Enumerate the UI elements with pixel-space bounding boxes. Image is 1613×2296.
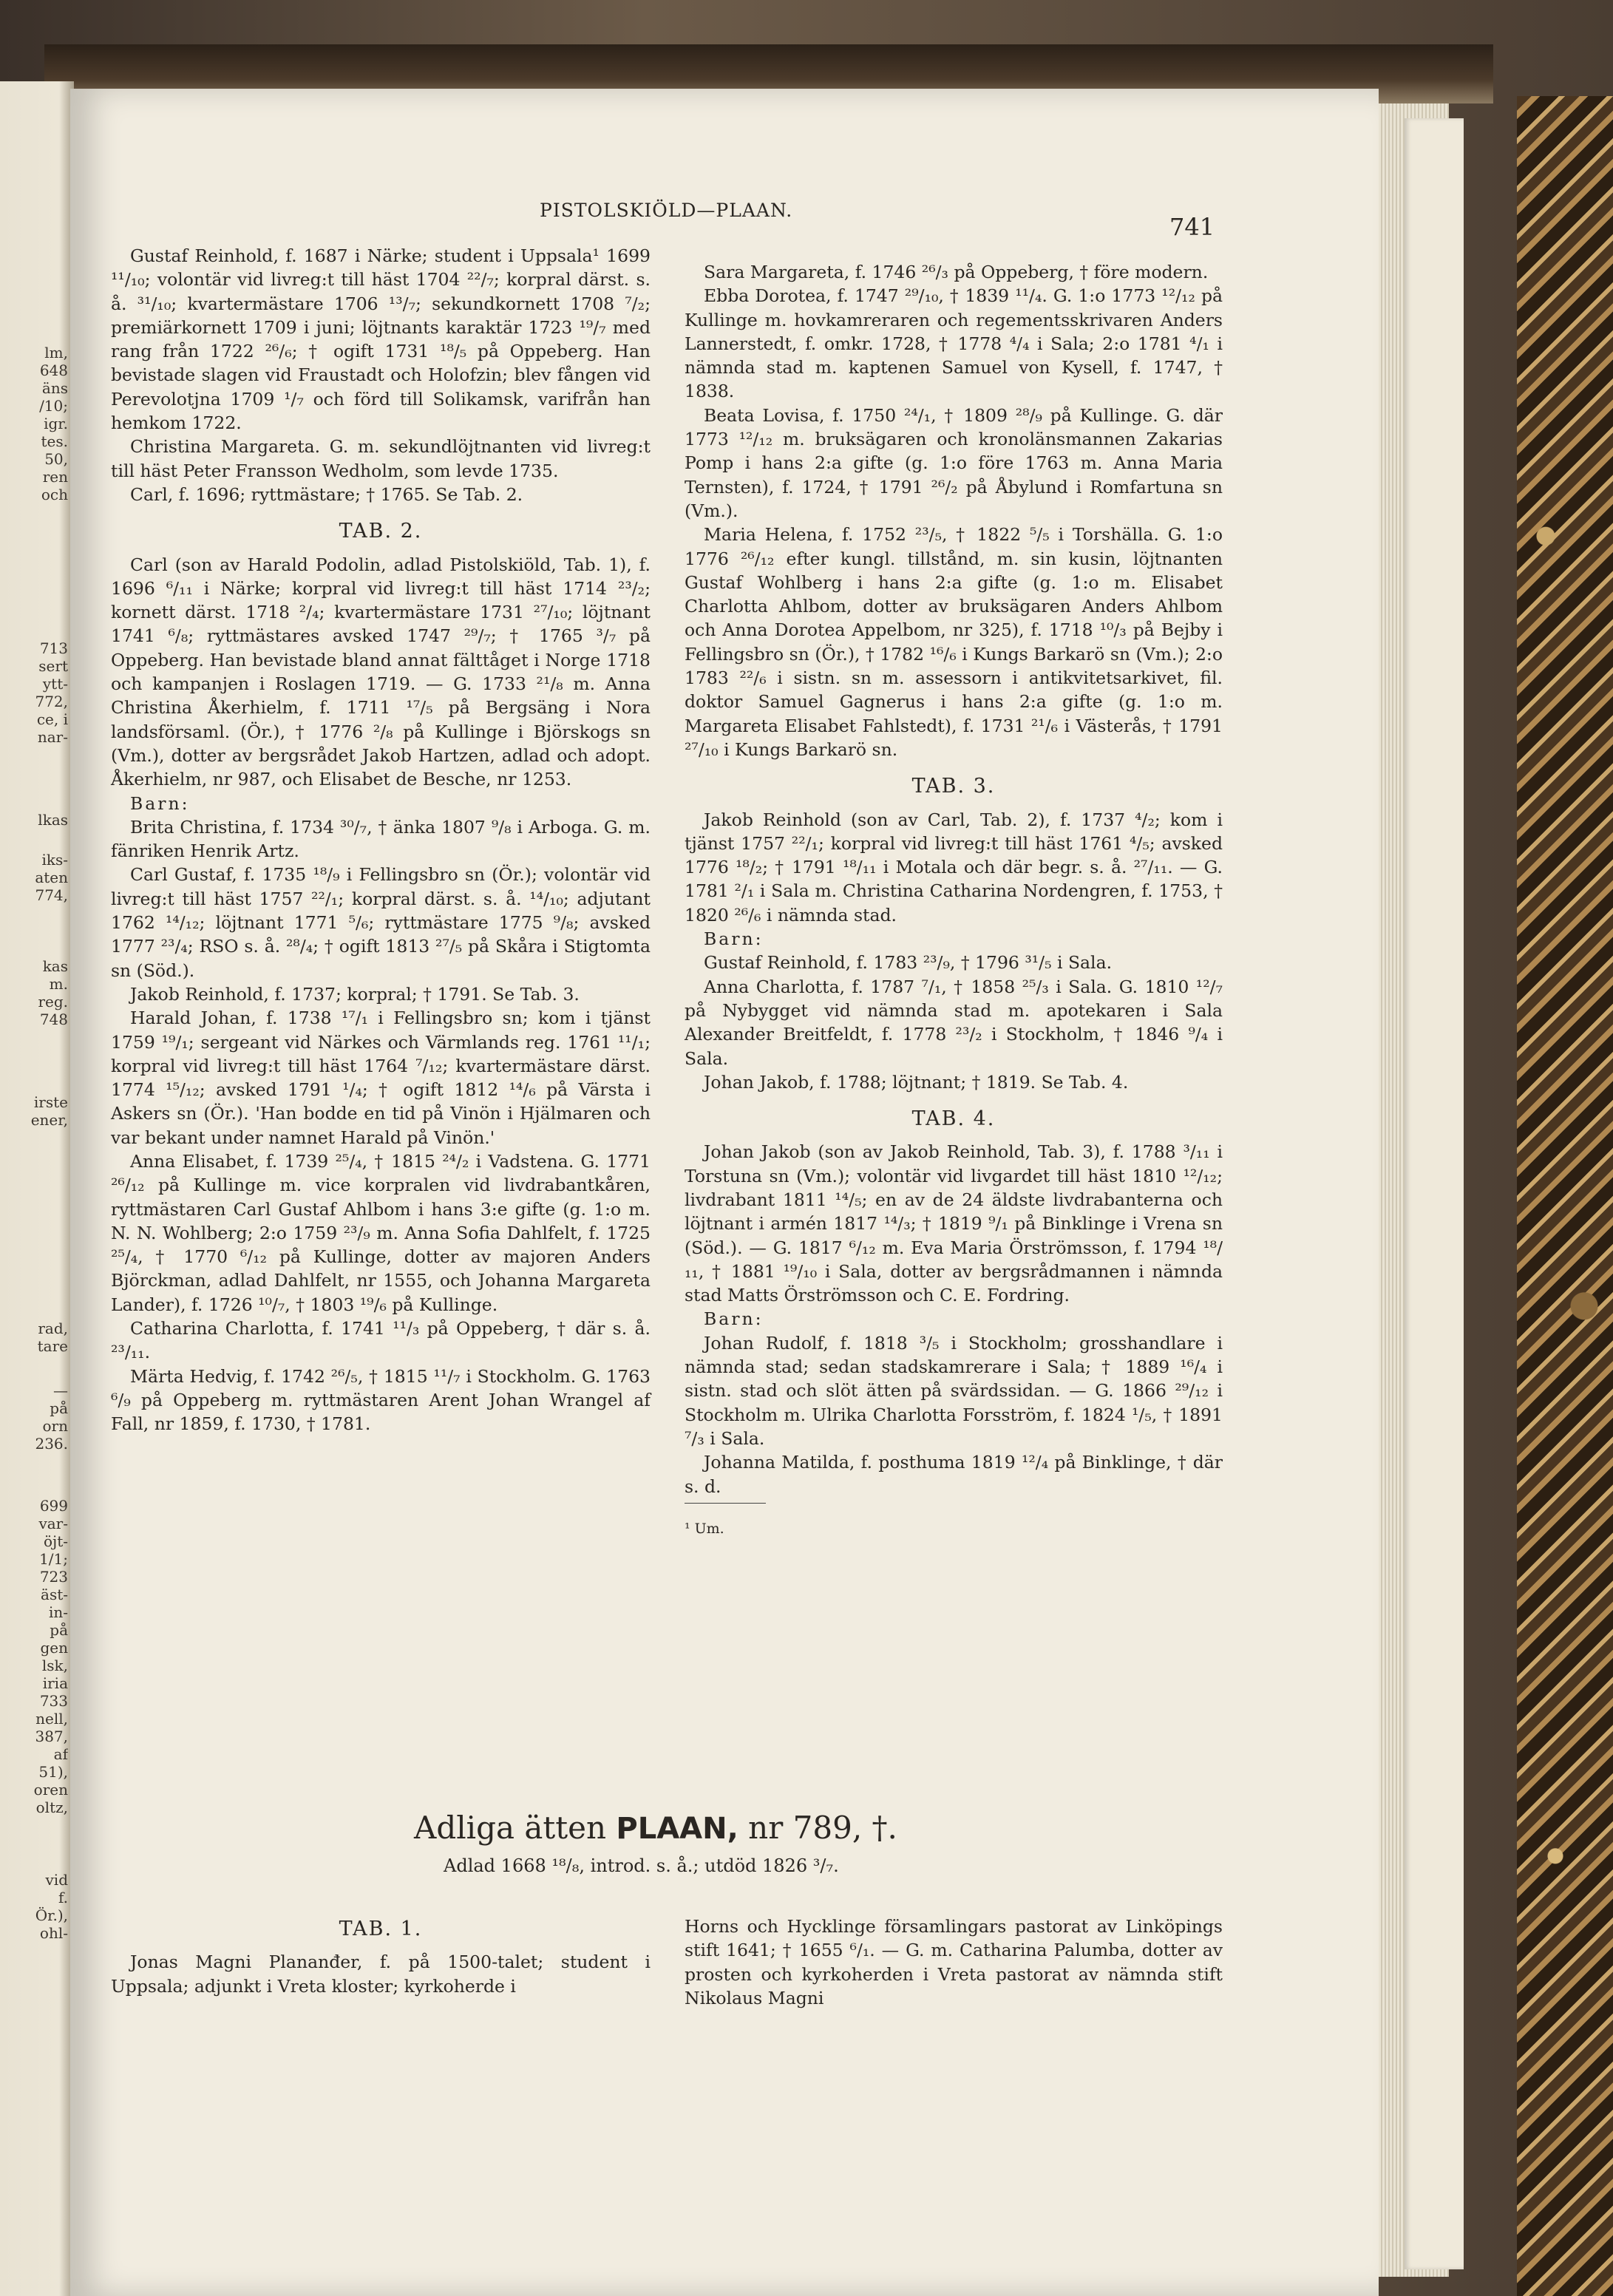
entry-paragraph: Christina Margareta. G. m. sekundlöjtnanten vid livreg:t till häst Peter Fransson Wedholm, som levde 1735. [111, 436, 651, 481]
facing-page [0, 81, 74, 2296]
children-heading: Barn: [704, 928, 764, 950]
facing-page-fragment: 713 [39, 639, 68, 657]
facing-page-fragment: irste [33, 1093, 68, 1111]
facing-page-fragment: igr. [44, 415, 68, 432]
marbled-cover [1517, 96, 1613, 2296]
facing-page-fragment: nar- [37, 728, 68, 746]
facing-page-fragment: 236. [35, 1435, 68, 1453]
entry-paragraph: Sara Margareta, f. 1746 ²⁶/₃ på Oppeberg, † före modern. [704, 262, 1209, 282]
entry-paragraph: Jakob Reinhold (son av Carl, Tab. 2), f. 1737 ⁴/₂; kom i tjänst 1757 ²²/₁; korpral vid livreg:t till häst 1761 ⁴/₅; avsked 1776 ¹⁸/₂; † 1791 ¹⁸/₁₁ i Motala och där begr. s. å. ²⁷/₁₁. — G. 1781 ²/₁ i Sala m. Christina Catharina Nordengren, f. 1753, † 1820 ²⁶/₆ i nämnda stad. [685, 809, 1223, 925]
facing-page-fragment: ohl- [39, 1924, 68, 1942]
facing-page-fragment: rad, [38, 1319, 68, 1337]
entry-paragraph: Maria Helena, f. 1752 ²³/₅, † 1822 ⁵/₅ i Torshälla. G. 1:o 1776 ²⁶/₁₂ efter kungl. tillstånd, m. sin kusin, löjtnanten Gustaf Wohlberg i hans 2:a gifte (g. 1:o m. Elisabet Charlotta Ahlbom, dotter av bruksägaren Anders Ahlbom och Anna Dorotea Appelbom, nr 325), f. 1718 ¹⁰/₃ på Bejby i Fellingsbro sn (Ör.), † 1782 ¹⁶/₆ i Kungs Barkarö sn (Vm.); 2:o 1783 ²²/₆ i sistn. sn m. assessorn i antikvitetsarkivet, fil. doktor Samuel Gagnerus i hans 2:a gifte (g. 1:o m. Margareta Elisabet Fahlstedt), f. 1731 ²¹/₆ i Västerås, † 1791 ²⁷/₁₀ i Kungs Barkarö sn. [685, 524, 1223, 760]
table-heading: TAB. 3. [911, 775, 996, 798]
entry-paragraph: Brita Christina, f. 1734 ³⁰/₇, † änka 1807 ⁹/₈ i Arboga. G. m. fänriken Henrik Artz. [111, 816, 651, 862]
facing-page-fragment: sert [38, 657, 68, 675]
footnote-rule [685, 1503, 766, 1504]
column-left [111, 244, 651, 1436]
facing-page-fragment: var- [38, 1515, 68, 1532]
facing-page-fragment: 699 [39, 1497, 68, 1515]
entry-paragraph: Horns och Hycklinge församlingars pastorat av Linköpings stift 1641; † 1655 ⁶/₁. — G. m. Catharina Palumba, dotter av prosten och kyrkoherden i Vreta pastorat av nämnda stift Nikolaus Magni [685, 1916, 1223, 2008]
facing-page-fragment: — [53, 1382, 68, 1399]
facing-page-fragment: lm, [44, 344, 68, 361]
facing-page-fragment: ener, [30, 1111, 68, 1129]
facing-page-fragment: tes. [41, 432, 68, 450]
children-heading: Barn: [130, 792, 190, 814]
entry-paragraph: Märta Hedvig, f. 1742 ²⁶/₅, † 1815 ¹¹/₇ i Stockholm. G. 1763 ⁶/₉ på Oppeberg m. ryttmästaren Arent Johan Wrangel af Fall, nr 1859, f. 1730, † 1781. [111, 1365, 651, 1435]
facing-page-fragment: äns [41, 379, 68, 397]
running-title: PISTOLSKIÖLD—PLAAN. [540, 200, 793, 221]
entry-paragraph: Ebba Dorotea, f. 1747 ²⁹/₁₀, † 1839 ¹¹/₄. G. 1:o 1773 ¹²/₁₂ på Kullinge m. hovkamreraren och regementsskrivaren Anders Lannerstedt, f. omkr. 1728, † 1778 ⁴/₄ i Sala; 2:o 1781 ⁴/₁ i nämnda stad m. kaptenen Samuel von Kysell, f. 1747, † 1838. [685, 285, 1223, 402]
facing-page-fragment: och [41, 486, 68, 503]
facing-page-fragment: 723 [39, 1568, 68, 1586]
entry-paragraph: Gustaf Reinhold, f. 1687 i Närke; student i Uppsala¹ 1699 ¹¹/₁₀; volontär vid livreg:t till häst 1704 ²²/₇; korpral därst. s. å. ³¹/₁₀; kvartermästare 1706 ¹³/₇; sekundkornett 1708 ⁷/₂; premiärkornett 1709 i juni; löjtnants karaktär 1723 ¹⁹/₇ med rang från 1722 ²⁶/₆; † ogift 1731 ¹⁸/₅ på Oppeberg. Han bevistade slagen vid Fraustadt och Holofzin; blev fången vid Perevolotjna 1709 ¹/₇ och förd till Solikamsk, varifrån han hemkom 1722. [111, 245, 651, 434]
facing-page-fragment: in- [48, 1603, 68, 1621]
column-bottom-right [685, 1915, 1223, 2010]
facing-page-fragment: af [53, 1745, 68, 1763]
facing-page-fragment: /10; [39, 397, 68, 415]
facing-page-fragment: gen [40, 1639, 68, 1657]
table-heading: TAB. 1. [339, 1918, 423, 1940]
entry-paragraph: Carl (son av Harald Podolin, adlad Pistolskiöld, Tab. 1), f. 1696 ⁶/₁₁ i Närke; korpral vid livreg:t till häst 1714 ²³/₂; kornett därst. 1718 ²/₄; kvartermästare 1731 ²⁷/₁₀; löjtnant 1741 ⁶/₈; ryttmästares avsked 1747 ²⁹/₇; † 1765 ³/₇ på Oppeberg. Han bevistade bland annat fälttåget i Norge 1718 och kampanjen i Roslagen 1719. — G. 1733 ²¹/₈ m. Anna Christina Åkerhielm, f. 1711 ¹⁷/₅ på Bergsäng i Nora landsförsaml. (Ör.), † 1776 ²/₈ på Kullinge i Björskogs sn (Vm.), dotter av bergsrådet Jakob Hartzen, adlad och adopt. Åkerhielm, nr 987, och Elisabet de Besche, nr 1253. [111, 554, 651, 790]
entry-paragraph: Carl, f. 1696; ryttmästare; † 1765. Se Tab. 2. [130, 483, 523, 505]
section-title [414, 1810, 897, 1846]
facing-page-fragment: iks- [41, 851, 68, 869]
entry-paragraph: Anna Charlotta, f. 1787 ⁷/₁, † 1858 ²⁵/₃ i Sala. G. 1810 ¹²/₇ på Nybygget vid nämnda stad m. apotekaren i Sala Alexander Breitfeldt, f. 1778 ²³/₂ i Stockholm, † 1846 ⁹/₄ i Sala. [685, 976, 1223, 1069]
facing-page-fragment: orn [42, 1417, 68, 1435]
facing-page-fragment: 1/1; [39, 1550, 68, 1568]
facing-page-fragment: m. [49, 975, 68, 993]
facing-page-fragment: lsk, [41, 1657, 68, 1674]
facing-page-fragment: nell, [35, 1710, 68, 1728]
facing-page-fragment: 387, [35, 1728, 68, 1745]
footnote: ¹ Um. [685, 1520, 724, 1537]
children-heading: Barn: [704, 1308, 764, 1330]
facing-page-fragment: 51), [38, 1763, 68, 1781]
section-subtitle: Adlad 1668 ¹⁸/₈, introd. s. å.; utdöd 1826 ³/₇. [444, 1855, 839, 1876]
facing-page-fragment: 772, [35, 693, 68, 710]
section-title-post: nr 789, †. [748, 1810, 897, 1846]
facing-page-fragment: ren [42, 468, 68, 486]
facing-page-fragment: vid [45, 1871, 68, 1889]
entry-paragraph: Anna Elisabet, f. 1739 ²⁵/₄, † 1815 ²⁴/₂ i Vadstena. G. 1771 ²⁶/₁₂ på Kullinge m. vice korpralen vid livdrabantkåren, ryttmästaren Carl Gustaf Ahlbom i hans 3:e gifte (g. 1:o m. N. N. Wohlberg; 2:o 1759 ²³/₉ m. Anna Sofia Dahlfelt, f. 1725 ²⁵/₄, † 1770 ⁶/₁₂ på Kullinge, dotter av majoren Anders Björckman, adlad Dahlfelt, nr 1555, och Johanna Margareta Lander), f. 1726 ¹⁰/₇, † 1803 ¹⁹/₆ på Kullinge. [111, 1150, 651, 1315]
facing-page-fragment: iria [42, 1674, 68, 1692]
facing-page-fragment: på [50, 1399, 68, 1417]
facing-page-fragment: äst- [41, 1586, 68, 1603]
page-edges-inner [1405, 118, 1464, 2269]
facing-page-fragment: f. [58, 1889, 68, 1906]
column-right [685, 260, 1223, 1541]
facing-page-fragment: lkas [38, 811, 68, 829]
entry-paragraph: Harald Johan, f. 1738 ¹⁷/₁ i Fellingsbro sn; kom i tjänst 1759 ¹⁹/₁; sergeant vid Närkes och Värmlands reg. 1761 ¹¹/₁; korpral vid livreg:t till häst 1764 ⁷/₁₂; kvartermästare därst. 1774 ¹⁵/₁₂; avsked 1791 ¹/₄; † ogift 1812 ¹⁴/₆ på Värsta i Askers sn (Ör.). 'Han bodde en tid på Vinön i Hjälmaren och var bekant under namnet Harald på Vinön.' [111, 1008, 651, 1148]
entry-paragraph: Johan Jakob (son av Jakob Reinhold, Tab. 3), f. 1788 ³/₁₁ i Torstuna sn (Vm.); volontär vid livgardet till häst 1810 ¹²/₁₂; livdrabant 1811 ¹⁴/₅; en av de 24 äldste livdrabanterna och löjtnant i armén 1817 ¹⁴/₃; † 1819 ⁹/₁ på Binklinge i Vrena sn (Söd.). — G. 1817 ⁶/₁₂ m. Eva Maria Örströmsson, f. 1794 ¹⁸/₁₁, † 1881 ¹⁹/₁₀ i Sala, dotter av bergsrådmannen i nämnda stad Matts Örströmsson och C. E. Fordring. [685, 1141, 1223, 1306]
facing-page-fragment: 748 [39, 1011, 68, 1028]
facing-page-fragment: kas [42, 957, 68, 975]
facing-page-fragment: 774, [35, 886, 68, 904]
section-title-name: PLAAN, [616, 1812, 738, 1846]
facing-page-fragment: 648 [39, 361, 68, 379]
facing-page-fragment: 733 [39, 1692, 68, 1710]
facing-page-fragment: reg. [38, 993, 68, 1011]
table-heading: TAB. 4. [911, 1107, 996, 1131]
entry-paragraph: Jonas Magni Plananđer, f. på 1500-talet; student i Uppsala; adjunkt i Vreta kloster; kyrkoherde i [111, 1952, 651, 1997]
column-bottom-left [111, 1918, 651, 1998]
facing-page-fragment: 50, [44, 450, 68, 468]
facing-page-fragment: aten [35, 869, 68, 886]
facing-page-fragment: tare [37, 1337, 68, 1355]
facing-page-fragment: ce, i [36, 710, 68, 728]
facing-page-fragment: oren [33, 1781, 68, 1799]
facing-page-fragment: ytt- [42, 675, 68, 693]
facing-page-fragment: oltz, [35, 1799, 68, 1816]
entry-paragraph: Johan Jakob, f. 1788; löjtnant; † 1819. Se Tab. 4. [704, 1071, 1129, 1093]
entry-paragraph: Johanna Matilda, f. posthuma 1819 ¹²/₄ på Binklinge, † där s. d. [685, 1452, 1223, 1497]
entry-paragraph: Carl Gustaf, f. 1735 ¹⁸/₉ i Fellingsbro sn (Ör.); volontär vid livreg:t till häst 1757 ²²/₁; korpral därst. s. å. ¹⁴/₁₀; adjutant 1762 ¹⁴/₁₂; löjtnant 1771 ⁵/₆; ryttmästare 1775 ⁹/₈; avsked 1777 ²³/₄; RSO s. å. ²⁸/₄; † ogift 1813 ²⁷/₅ på Skåra i Stigtomta sn (Söd.). [111, 864, 651, 981]
table-heading: TAB. 2. [339, 520, 423, 543]
entry-paragraph: Jakob Reinhold, f. 1737; korpral; † 1791. Se Tab. 3. [130, 983, 580, 1005]
facing-page-fragment: öjt- [43, 1532, 68, 1550]
facing-page-fragment: Ör.), [35, 1906, 68, 1924]
section-title-pre: Adliga ätten [414, 1810, 607, 1846]
entry-paragraph: Johan Rudolf, f. 1818 ³/₅ i Stockholm; grosshandlare i nämnda stad; sedan stadskamrerare i Sala; † 1889 ¹⁶/₄ i sistn. stad och slöt ätten på svärdssidan. — G. 1866 ²⁹/₁₂ i Stockholm m. Ulrika Charlotta Forsström, f. 1824 ¹/₅, † 1891 ⁷/₃ i Sala. [685, 1332, 1223, 1449]
facing-page-fragment: på [50, 1621, 68, 1639]
entry-paragraph: Catharina Charlotta, f. 1741 ¹¹/₃ på Oppeberg, † där s. å. ²³/₁₁. [111, 1318, 651, 1363]
entry-paragraph: Gustaf Reinhold, f. 1783 ²³/₉, † 1796 ³¹/₅ i Sala. [704, 952, 1113, 974]
page-number: 741 [1169, 213, 1215, 241]
entry-paragraph: Beata Lovisa, f. 1750 ²⁴/₁, † 1809 ²⁸/₉ på Kullinge. G. där 1773 ¹²/₁₂ m. bruksägaren och kronolänsmannen Zakarias Pomp i hans 2:a gifte (g. 1:o före 1763 m. Anna Maria Ternsten), f. 1724, † 1791 ²⁶/₂ på Åbylund i Romfartuna sn (Vm.). [685, 404, 1223, 521]
